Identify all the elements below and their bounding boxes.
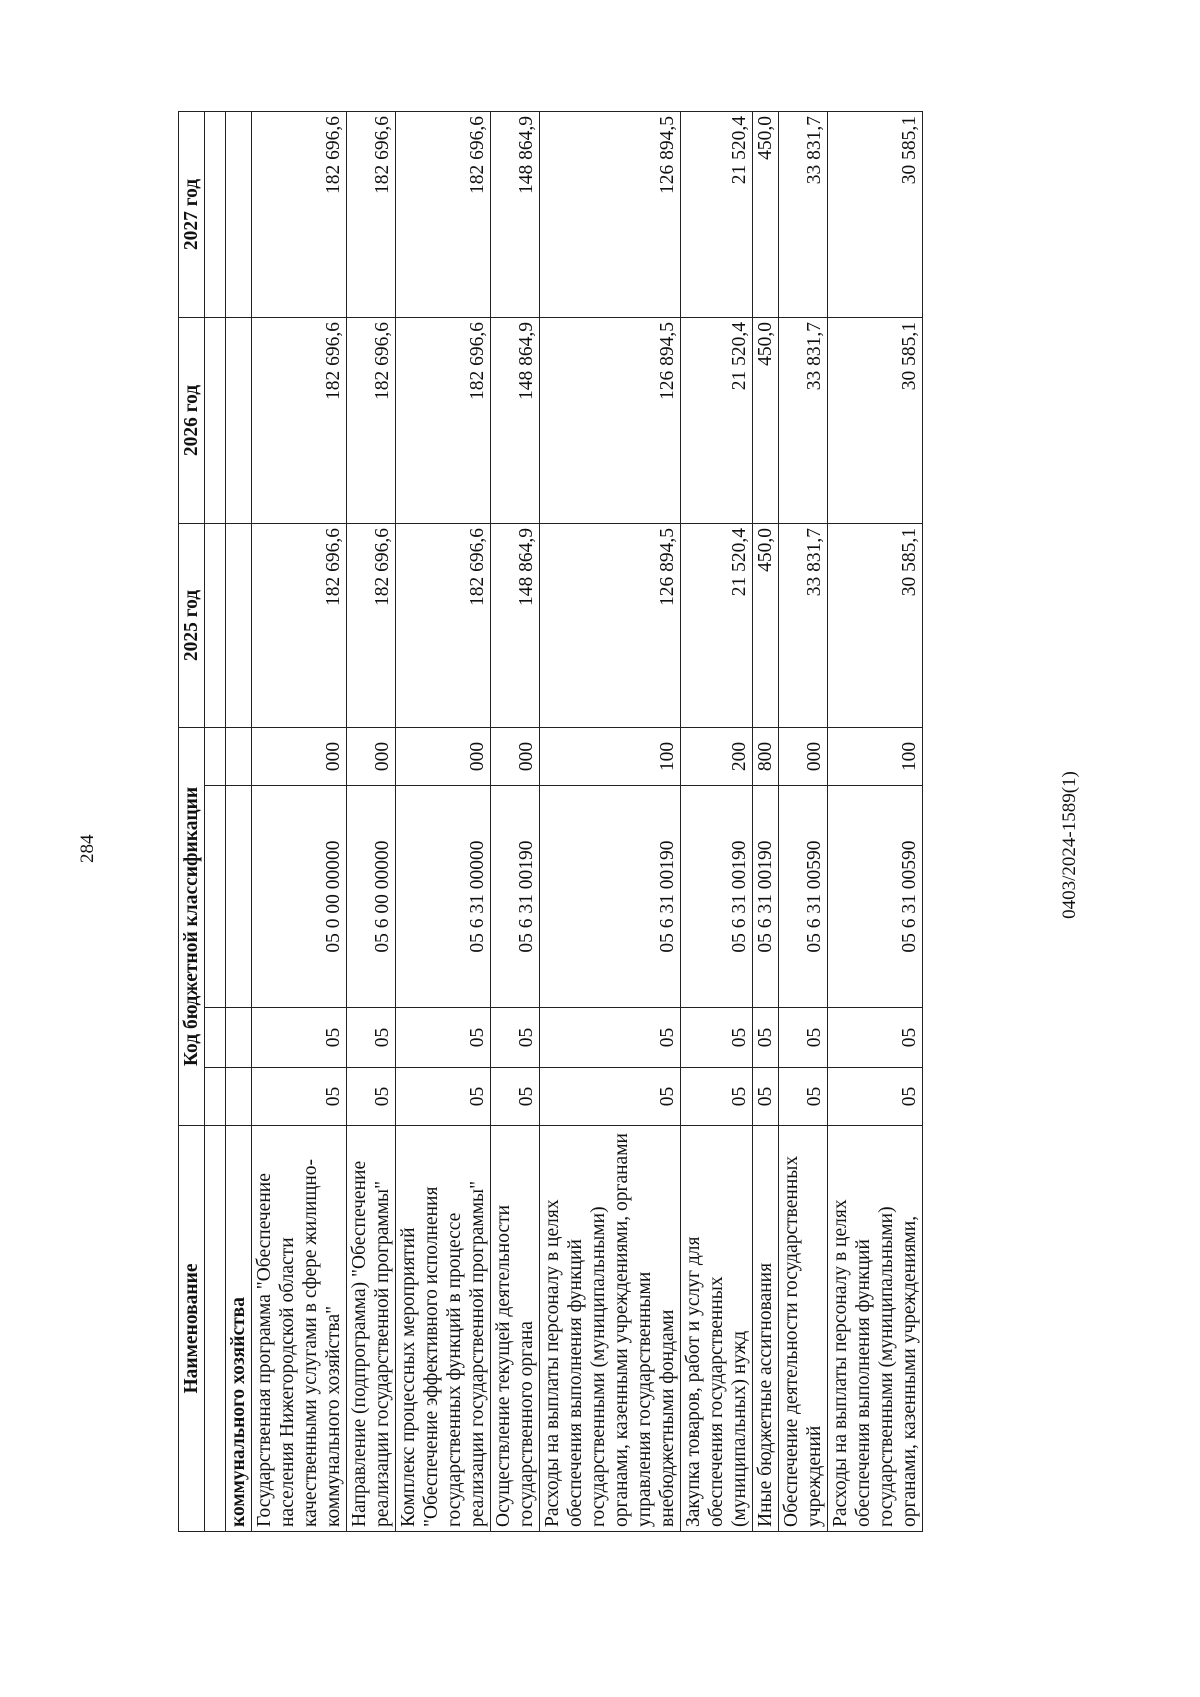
row-amount-cell: 182 696,6 [252, 112, 347, 318]
row-code-cell [226, 1068, 252, 1126]
row-name-cell: Закупка товаров, работ и услуг для обеспечения государственных (муниципальных) нужд [681, 1126, 753, 1532]
row-amount-cell: 182 696,6 [252, 524, 347, 728]
table-row [540, 112, 681, 1532]
row-amount-cell: 21 520,4 [681, 112, 753, 318]
row-amount-cell: 182 696,6 [347, 318, 396, 524]
row-code-cell: 05 [396, 1008, 491, 1068]
row-amount-cell: 33 831,7 [779, 318, 828, 524]
row-code-cell: 05 [779, 1068, 828, 1126]
budget-table [178, 111, 923, 1532]
row-code-cell: 05 [828, 1068, 923, 1126]
table-row [226, 112, 252, 1532]
row-name-cell: Комплекс процессных мероприятий "Обеспечение эффективного исполнения государственных функций в процессе реализации государственной программы" [396, 1126, 491, 1532]
header-2026: 2026 год [179, 318, 205, 524]
row-code-cell: 05 [753, 1068, 779, 1126]
row-amount-cell: 450,0 [753, 524, 779, 728]
row-amount-cell: 126 894,5 [540, 318, 681, 524]
row-amount-cell: 182 696,6 [347, 524, 396, 728]
row-code-cell: 05 [252, 1008, 347, 1068]
row-amount-cell: 148 864,9 [491, 318, 540, 524]
row-amount-cell: 450,0 [753, 318, 779, 524]
row-amount-cell: 182 696,6 [347, 112, 396, 318]
row-code-cell: 05 [540, 1008, 681, 1068]
rotated-table-frame [178, 112, 1048, 1532]
document-code: 0403/2024-1589(1) [1059, 771, 1080, 919]
row-code-cell: 05 6 31 00190 [491, 786, 540, 1008]
row-name-cell: Государственная программа "Обеспечение населения Нижегородской области качественными услугами в сфере жилищно-коммунального хозяйства" [252, 1126, 347, 1532]
header-code: Код бюджетной классификации [179, 728, 205, 1126]
row-code-cell: 05 6 31 00190 [753, 786, 779, 1008]
row-code-cell: 05 [347, 1008, 396, 1068]
row-amount-cell: 30 585,1 [828, 524, 923, 728]
row-code-cell: 05 [252, 1068, 347, 1126]
table-row [828, 112, 923, 1532]
row-amount-cell: 182 696,6 [252, 318, 347, 524]
table-row [396, 112, 491, 1532]
row-code-cell: 05 [779, 1008, 828, 1068]
row-amount-cell: 33 831,7 [779, 112, 828, 318]
table-row [779, 112, 828, 1532]
header-2025: 2025 год [179, 524, 205, 728]
row-code-cell: 05 6 31 00590 [828, 786, 923, 1008]
row-name-cell: Обеспечение деятельности государственных учреждений [779, 1126, 828, 1532]
row-code-cell: 05 6 31 00190 [681, 786, 753, 1008]
row-code-cell: 05 6 00 00000 [347, 786, 396, 1008]
table-header-row [179, 112, 205, 1532]
row-amount-cell: 30 585,1 [828, 112, 923, 318]
row-name-cell: Иные бюджетные ассигнования [753, 1126, 779, 1532]
row-code-cell: 100 [828, 728, 923, 786]
row-code-cell: 05 6 31 00000 [396, 786, 491, 1008]
row-code-cell: 05 [396, 1068, 491, 1126]
row-code-cell: 800 [753, 728, 779, 786]
row-name-cell: Направление (подпрограмма) "Обеспечение реализации государственной программы" [347, 1126, 396, 1532]
row-amount-cell: 21 520,4 [681, 524, 753, 728]
table-row [681, 112, 753, 1532]
header-2027: 2027 год [179, 112, 205, 318]
row-code-cell: 05 0 00 00000 [252, 786, 347, 1008]
row-code-cell: 05 6 31 00590 [779, 786, 828, 1008]
row-code-cell: 05 6 31 00190 [540, 786, 681, 1008]
row-amount-cell: 148 864,9 [491, 524, 540, 728]
row-amount-cell: 30 585,1 [828, 318, 923, 524]
row-code-cell: 05 [681, 1008, 753, 1068]
row-code-cell [226, 1008, 252, 1068]
row-amount-cell: 450,0 [753, 112, 779, 318]
table-container [178, 112, 1048, 1532]
row-amount-cell: 126 894,5 [540, 524, 681, 728]
row-code-cell: 000 [347, 728, 396, 786]
row-amount-cell [226, 524, 252, 728]
row-amount-cell: 33 831,7 [779, 524, 828, 728]
row-code-cell: 05 [540, 1068, 681, 1126]
row-amount-cell [226, 318, 252, 524]
table-row [347, 112, 396, 1532]
row-code-cell: 000 [252, 728, 347, 786]
row-code-cell: 000 [779, 728, 828, 786]
row-name-cell: Расходы на выплаты персоналу в целях обеспечения выполнения функций государственными (муниципальными) органами, казенными учреждениями, органами управления государственными внебюджетными фондами [540, 1126, 681, 1532]
row-code-cell: 05 [491, 1068, 540, 1126]
row-name-cell: Расходы на выплаты персоналу в целях обеспечения выполнения функций государственными (муниципальными) органами, казенными учреждениями, [828, 1126, 923, 1532]
row-code-cell: 000 [396, 728, 491, 786]
header-name: Наименование [179, 1126, 205, 1532]
table-row [491, 112, 540, 1532]
row-code-cell: 05 [491, 1008, 540, 1068]
row-amount-cell: 182 696,6 [396, 524, 491, 728]
row-name-cell: Осуществление текущей деятельности государственного органа [491, 1126, 540, 1532]
row-code-cell: 100 [540, 728, 681, 786]
row-amount-cell [226, 112, 252, 318]
row-code-cell: 05 [828, 1008, 923, 1068]
table-row [753, 112, 779, 1532]
row-amount-cell: 148 864,9 [491, 112, 540, 318]
row-code-cell: 05 [681, 1068, 753, 1126]
row-code-cell: 05 [347, 1068, 396, 1126]
row-amount-cell: 182 696,6 [396, 318, 491, 524]
row-code-cell [226, 786, 252, 1008]
table-body [226, 112, 923, 1532]
row-amount-cell: 126 894,5 [540, 112, 681, 318]
row-code-cell: 200 [681, 728, 753, 786]
row-code-cell: 000 [491, 728, 540, 786]
row-code-cell: 05 [753, 1008, 779, 1068]
page-number: 284 [77, 834, 98, 863]
row-name-cell: коммунального хозяйства [226, 1126, 252, 1532]
table-row [252, 112, 347, 1532]
table-subheader-row [205, 112, 226, 1532]
row-amount-cell: 182 696,6 [396, 112, 491, 318]
row-amount-cell: 21 520,4 [681, 318, 753, 524]
row-code-cell [226, 728, 252, 786]
